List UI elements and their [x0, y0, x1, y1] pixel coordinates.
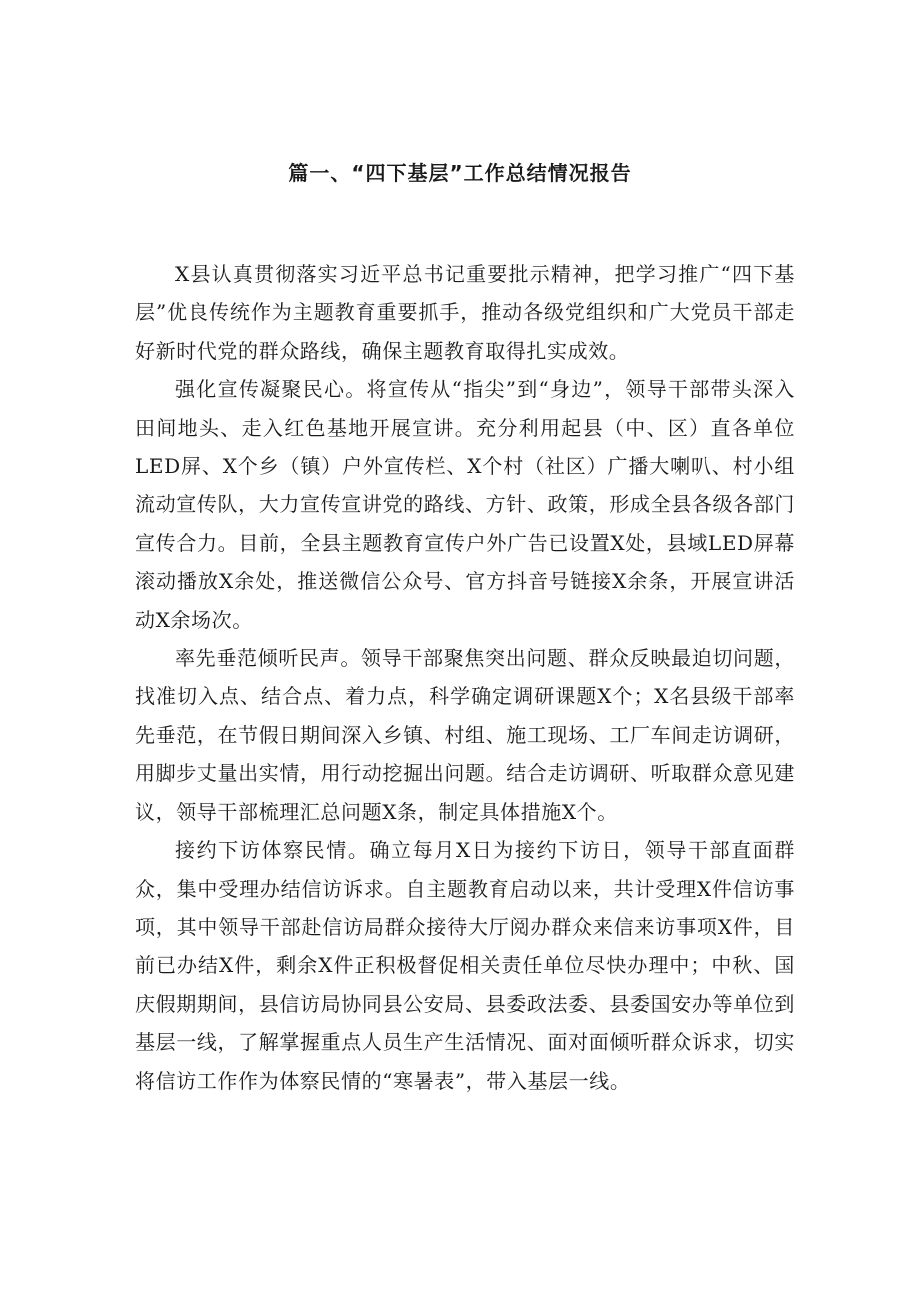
paragraph-petition: 接约下访体察民情。确立每月X日为接约下访日，领导干部直面群众，集中受理办结信访诉求。自主题教育启动以来，共计受理X件信访事项，其中领导干部赴信访局群众接待大厅阅办群众来信来访事项X件，目前已办结X件，剩余X件正积极督促相关责任单位尽快办理中；中秋、国庆假期期间，县信访局协同县公安局、县委政法委、县委国安办等单位到基层一线，了解掌握重点人员生产生活情况、面对面倾听群众诉求，切实将信访工作作为体察民情的“寒暑表”，带入基层一线。 [135, 838, 795, 1093]
paragraph-listening: 率先垂范倾听民声。领导干部聚焦突出问题、群众反映最迫切问题，找准切入点、结合点、着力点，科学确定调研课题X个；X名县级干部率先垂范，在节假日期间深入乡镇、村组、施工现场、工厂车间走访调研，用脚步丈量出实情，用行动挖掘出问题。结合走访调研、听取群众意见建议，领导干部梳理汇总问题X条，制定具体措施X个。 [135, 646, 795, 824]
document-body [135, 255, 795, 1100]
document-title: 篇一、“四下基层”工作总结情况报告 [288, 161, 632, 185]
paragraph-publicity: 强化宣传凝聚民心。将宣传从“指尖”到“身边”，领导干部带头深入田间地头、走入红色基地开展宣讲。充分利用起县（中、区）直各单位LED屏、X个乡（镇）户外宣传栏、X个村（社区）广播大喇叭、村小组流动宣传队，大力宣传宣讲党的路线、方针、政策，形成全县各级各部门宣传合力。目前，全县主题教育宣传户外广告已设置X处，县域LED屏幕滚动播放X余处，推送微信公众号、官方抖音号链接X余条，开展宣讲活动X余场次。 [135, 377, 795, 632]
paragraph-intro: X县认真贯彻落实习近平总书记重要批示精神，把学习推广“四下基层”优良传统作为主题教育重要抓手，推动各级党组织和广大党员干部走好新时代党的群众路线，确保主题教育取得扎实成效。 [135, 262, 795, 363]
